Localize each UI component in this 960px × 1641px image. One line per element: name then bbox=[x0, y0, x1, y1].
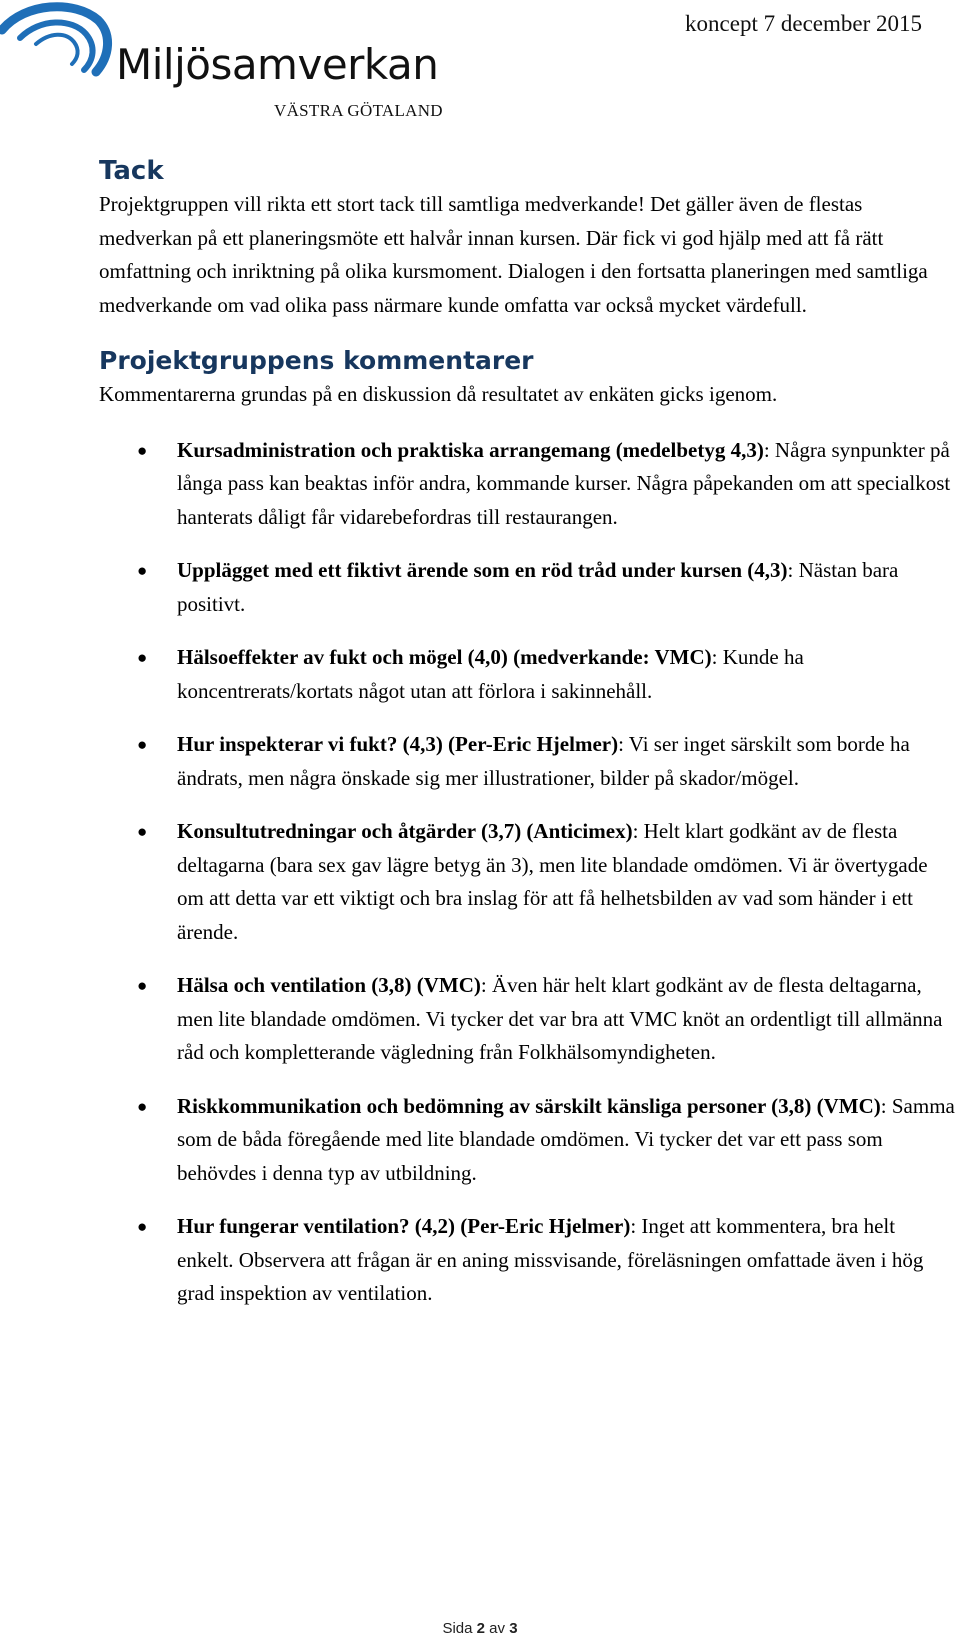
list-item bbox=[99, 728, 955, 795]
bullet-icon: ● bbox=[137, 1217, 148, 1236]
footer-current-page: 2 bbox=[476, 1620, 485, 1637]
logo-swirl-icon bbox=[0, 0, 125, 90]
logo bbox=[0, 0, 460, 125]
item-text: : Helt klart godkänt av de flesta deltagarna (bara sex gav lägre betyg än 3), men lite blandade omdömen. Vi är övertygade om att detta var ett viktigt och bra inslag för att få helhetsbilden av vad som händer i ett ärende. bbox=[177, 819, 928, 944]
item-text: : Vi ser inget särskilt som borde ha ändrats, men några önskade sig mer illustrationer, bilder på skador/mögel. bbox=[177, 732, 910, 790]
item-title: Hälsoeffekter av fukt och mögel (4,0) (medverkande: VMC) bbox=[177, 645, 712, 669]
bullet-icon: ● bbox=[137, 822, 148, 841]
list-item bbox=[99, 554, 955, 621]
list-item bbox=[99, 434, 955, 535]
item-title: Riskkommunikation och bedömning av särskilt känsliga personer (3,8) (VMC) bbox=[177, 1093, 881, 1118]
item-text: : Samma som de båda föregående med lite blandade omdömen. Vi tycker det var ett pass som behövdes i denna typ av utbildning. bbox=[177, 1093, 955, 1185]
bullet-icon: ● bbox=[137, 1096, 148, 1116]
bullet-icon: ● bbox=[137, 648, 148, 667]
logo-subtitle: VÄSTRA GÖTALAND bbox=[274, 101, 443, 120]
item-text: : Några synpunkter på långa pass kan beaktas inför andra, kommande kurser. Några påpekanden om att specialkost hanterats dåligt får vidarebefordras till restaurangen. bbox=[177, 437, 951, 529]
comments-intro: Kommentarerna grundas på en diskussion då resultatet av enkäten gicks igenom. bbox=[99, 382, 778, 406]
footer-total-pages: 3 bbox=[509, 1620, 518, 1637]
list-item bbox=[99, 969, 955, 1070]
item-title: Hälsa och ventilation (3,8) (VMC) bbox=[177, 973, 481, 997]
item-title: Upplägget med ett fiktivt ärende som en röd tråd under kursen (4,3) bbox=[177, 558, 788, 582]
item-text: : Kunde ha koncentrerats/kortats något utan att förlora i sakinnehåll. bbox=[177, 645, 804, 703]
header-date: koncept 7 december 2015 bbox=[685, 11, 922, 36]
item-title: Hur fungerar ventilation? (4,2) (Per-Eric Hjelmer) bbox=[177, 1214, 631, 1238]
item-title: Hur inspekterar vi fukt? (4,3) (Per-Eric Hjelmer) bbox=[177, 732, 619, 756]
footer-prefix: Sida bbox=[442, 1620, 473, 1637]
footer-middle: av bbox=[489, 1620, 506, 1637]
thanks-paragraph: Projektgruppen vill rikta ett stort tack till samtliga medverkande! Det gäller även de flestas medverkan på ett planeringsmöte ett halvår innan kursen. Där fick vi god hjälp med att få rätt omfattning och inriktning på olika kursmoment. Dialogen i den fortsatta planeringen med samtliga medverkande om vad olika pass närmare kunde omfatta var också mycket värdefull. bbox=[99, 192, 928, 317]
item-text: : Även här helt klart godkänt av de flesta deltagarna, men lite blandade omdömen. Vi tycker det var bra att VMC knöt an ordentligt till allmänna råd och kompletterande vägledning från Folkhälsomyndigheten. bbox=[177, 973, 943, 1064]
item-text: : Inget att kommentera, bra helt enkelt. Observera att frågan är en aning missvisande, föreläsningen omfattade även i hög grad inspektion av ventilation. bbox=[177, 1214, 924, 1305]
heading-comments: Projektgruppens kommentarer bbox=[99, 346, 534, 375]
list-item bbox=[99, 1090, 955, 1191]
bullet-icon: ● bbox=[137, 561, 148, 580]
item-title: Kursadministration och praktiska arrangemang (medelbetyg 4,3) bbox=[177, 437, 764, 462]
page-footer bbox=[0, 1620, 960, 1637]
comments-list bbox=[99, 434, 955, 1311]
list-item bbox=[99, 1210, 955, 1311]
list-item bbox=[99, 815, 955, 949]
item-title: Konsultutredningar och åtgärder (3,7) (Anticimex) bbox=[177, 819, 633, 843]
document-body bbox=[99, 150, 955, 1331]
bullet-icon: ● bbox=[137, 976, 148, 995]
logo-name: Miljösamverkan bbox=[116, 40, 439, 89]
bullet-icon: ● bbox=[137, 440, 148, 460]
heading-tack: Tack bbox=[99, 156, 164, 186]
list-item bbox=[99, 641, 955, 708]
item-text: : Nästan bara positivt. bbox=[177, 558, 899, 616]
bullet-icon: ● bbox=[137, 735, 148, 754]
